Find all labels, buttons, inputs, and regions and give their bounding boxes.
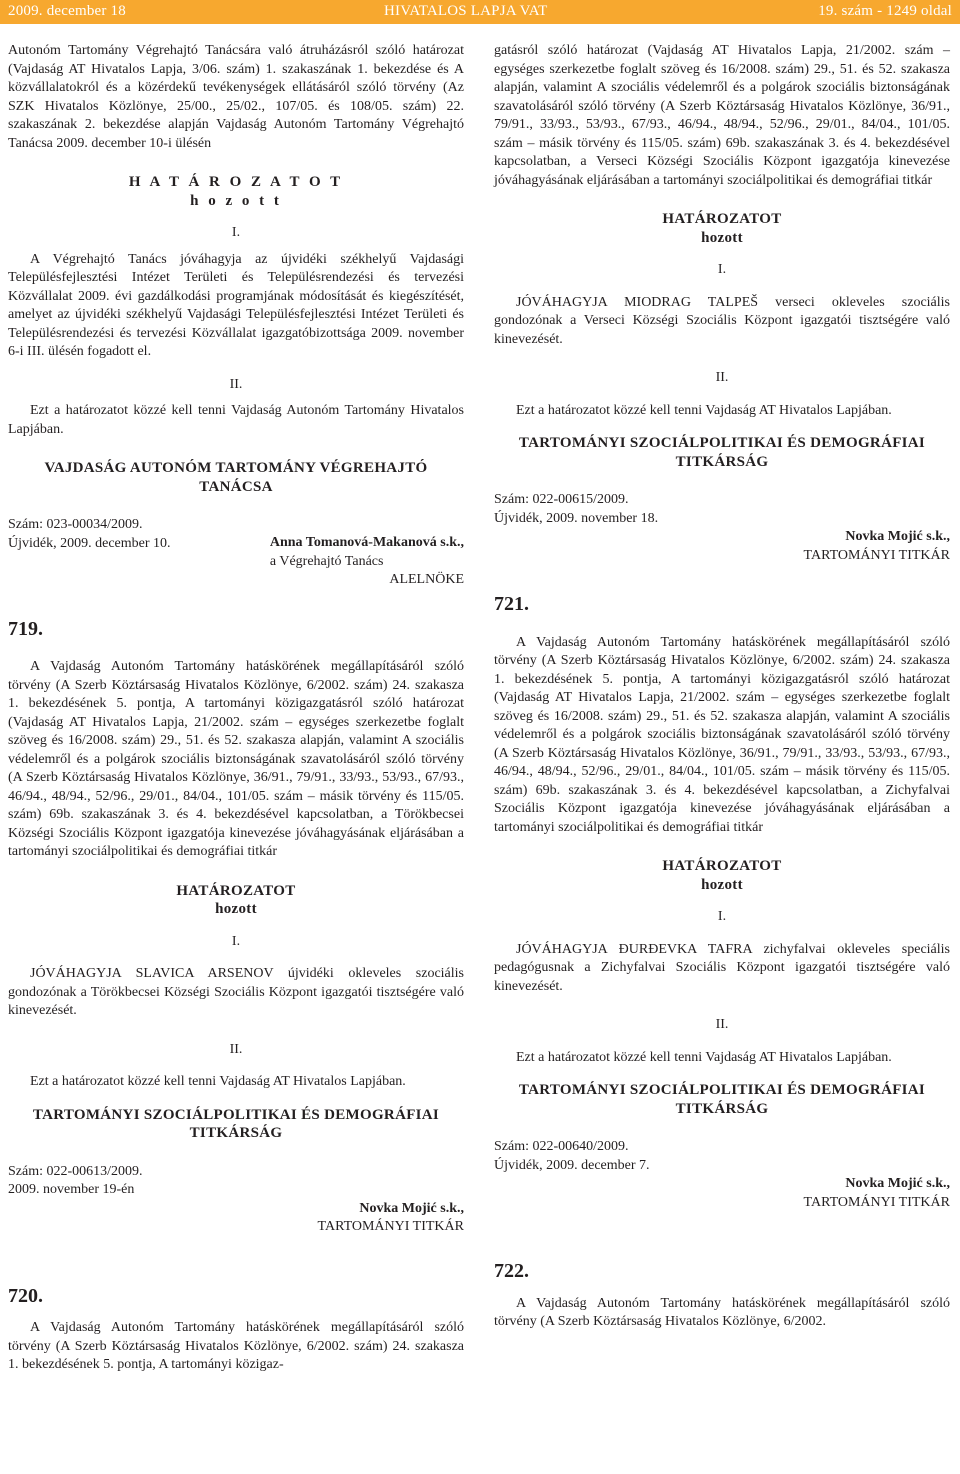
intro-paragraph: gatásról szóló határozat (Vajdaság AT Hivatalos Lapja, 21/2002. szám – egységes szerkezetbe foglalt szöveg és 16/2008. szám) 29., 51. és 52. szakasza alapján, valamint A szociális védelemről és a polgárok szociális biztonságának szavatolásáról szóló törvény (A Szerb Köztársaság Hivatalos Közlönye, 36/91., 79/91., 33/93., 53/93., 67/93., 46/94., 48/94., 52/96., 29/01., 84/04., 101/05. szám – másik törvény és 115/05. szám) 69b. szakaszának 3. és 4. bekezdésével kapcsolatban, a Verseci Községi Szociális Központ igazgatója kinevezése jóváhagyásának eljárásában a tartományi szociálpolitikai és demográfiai titkár (494, 43, 950, 188)
section-roman: II. (229, 376, 243, 392)
document-number: Szám: 022-00640/2009. (494, 1139, 629, 1154)
document-date: Újvidék, 2009. november 18. (494, 510, 659, 526)
document-date: 2009. november 19-én (8, 1182, 135, 1197)
signer-name: Novka Mojić s.k., (359, 1200, 464, 1216)
signer-title: TARTOMÁNYI TITKÁR (803, 1194, 950, 1210)
issuer-name: TARTOMÁNYI SZOCIÁLPOLITIKAI ÉS DEMOGRÁFIAI TITKÁRSÁG (32, 1106, 440, 1141)
header-date: 2009. december 18 (8, 3, 126, 19)
signer-title: ALELNÖKE (389, 572, 464, 587)
item-number-719: 719. (8, 617, 43, 640)
publish-text: Ezt a határozatot közzé kell tenni Vajdaság AT Hivatalos Lapjában. (516, 402, 892, 418)
right-column (494, 42, 950, 1332)
publish-text: Ezt a határozatot közzé kell tenni Vajdaság Autonóm Tartomány Hivatalos Lapjában. (8, 403, 464, 437)
signer-name: Anna Tomanová-Makanová s.k., (269, 535, 464, 550)
decision-text: A Végrehajtó Tanács jóváhagyja az újvidéki székhelyű Vajdasági Településfejlesztési Intézet Területi és Településrendezési és tervezési Közvállalat 2009. évi gazdálkodási programjának módosítását és kiegészítését, amelyet az újvidéki székhelyű Vajdasági Településfejlesztési Intézet Területi és Településrendezési és tervezési Közvállalat igazgatóbizottsága 2009. november 6-i III. ülésén fogadott el. (8, 251, 464, 359)
decision-heading: HATÁROZATOT (662, 211, 782, 227)
section-roman: II. (715, 1017, 729, 1032)
decision-subheading: hozott (701, 229, 743, 246)
signer-name: Novka Mojić s.k., (845, 1176, 950, 1191)
issuer-name: TARTOMÁNYI SZOCIÁLPOLITIKAI ÉS DEMOGRÁFIAI TITKÁRSÁG (518, 435, 926, 470)
decision-subheading: hozott (701, 876, 743, 893)
decision-heading: HATÁROZATOT (662, 858, 782, 874)
intro-paragraph: Autonóm Tartomány Végrehajtó Tanácsára való átruházásról szóló határozat (Vajdaság AT Hivatalos Lapja, 3/06. szám) 1. szakaszának 1. bekezdése és A közvállalatokról és a közérdekű tevékenységek ellátásáról szóló törvény (Az SZK Hivatalos Közlönye, 25/00., 25/02., 107/05. és 108/05. szám) 22. szakaszának 2. bekezdése alapján Vajdaság Autonóm Tartomány Végrehajtó Tanácsa 2009. december 10-i ülésén (8, 43, 464, 151)
decision-text: JÓVÁHAGYJA MIODRAG TALPEŠ verseci okleveles szociális gondozónak a Verseci Községi Szociális Központ igazgatói tisztségére való kinevezését. (494, 294, 950, 347)
header-journal: HIVATALOS LAPJA VAT (384, 3, 548, 19)
section-roman: I. (231, 933, 241, 949)
decision-heading: H A T Á R O Z A T O T (128, 174, 344, 190)
document-date: Újvidék, 2009. december 10. (8, 535, 171, 551)
decision-text: JÓVÁHAGYJA SLAVICA ARSENOV újvidéki okleveles szociális gondozónak a Törökbecsei Községi Szociális Központ igazgatói tisztségére való kinevezését. (8, 966, 464, 1018)
section-roman: I. (717, 909, 727, 924)
decision-subheading: hozott (215, 901, 257, 917)
signer-role: a Végrehajtó Tanács (269, 553, 384, 569)
issuer-name: VAJDASÁG AUTONÓM TARTOMÁNY VÉGREHAJTÓ TANÁCSA (44, 460, 428, 495)
item-number-720: 720. (8, 1284, 43, 1307)
section-roman: I. (717, 262, 727, 277)
document-number: Szám: 022-00615/2009. (494, 492, 629, 507)
left-column (8, 42, 464, 1375)
publish-text: Ezt a határozatot közzé kell tenni Vajdaság AT Hivatalos Lapjában. (30, 1074, 406, 1089)
signer-name: Novka Mojić s.k., (845, 529, 950, 544)
signer-title: TARTOMÁNYI TITKÁR (803, 547, 950, 563)
header-page-number: 19. szám - 1249 oldal (818, 3, 952, 19)
item-719-preamble: A Vajdaság Autonóm Tartomány hatáskörének megállapításáról szóló törvény (A Szerb Köztársaság Hivatalos Közlönye, 6/2002. szám) 24. szakasza 1. bekezdésének 5. pontja, A tartományi közigazgatásról szóló határozat (Vajdaság AT Hivatalos Lapja, 21/2002. szám – egységes szerkezetbe foglalt szöveg és 16/2008. szám) 29., 51. és 52. szakasza alapján, valamint A szociális védelemről és a polgárok szociális biztonságának szavatolásáról szóló törvény (A Szerb Köztársaság Hivatalos Közlönye, 36/91., 79/91., 33/93., 53/93., 67/93., 46/94., 48/94., 52/96., 29/01., 84/04., 101/05. szám – másik törvény és 115/05. szám) 69b. szakaszának 3. és 4. bekezdésével kapcsolatban, a Törökbecsei Községi Szociális Központ igazgatója kinevezése jóváhagyásának eljárásában a tartományi szociálpolitikai és demográfiai titkár (8, 659, 464, 859)
section-roman: II. (715, 370, 729, 385)
decision-heading: HATÁROZATOT (176, 882, 296, 899)
section-roman: I. (231, 225, 241, 240)
signature-block (8, 516, 464, 590)
page-header (0, 0, 960, 24)
item-number-721: 721. (494, 593, 529, 615)
signer-title: TARTOMÁNYI TITKÁR (317, 1219, 464, 1234)
item-720-preamble: A Vajdaság Autonóm Tartomány hatáskörének megállapításáról szóló törvény (A Szerb Köztársaság Hivatalos Közlönye, 6/2002. szám) 24. szakasza 1. bekezdésének 5. pontja, A tartományi közigaz- (8, 1320, 464, 1372)
document-date: Újvidék, 2009. december 7. (494, 1157, 650, 1173)
item-721-preamble: A Vajdaság Autonóm Tartomány hatáskörének megállapításáról szóló törvény (A Szerb Köztársaság Hivatalos Közlönye, 6/2002. szám) 24. szakasza 1. bekezdésének 5. pontja, A tartományi közigazgatásról szóló határozat (Vajdaság AT Hivatalos Lapja, 21/2002. szám – egységes szerkezetbe foglalt szöveg és 16/2008. szám) 29., 51. és 52. szakasza alapján, valamint A szociális védelemről és a polgárok szociális biztonságának szavatolásáról szóló törvény (A Szerb Köztársaság Hivatalos Közlönye, 36/91., 79/91., 33/93., 53/93., 67/93., 46/94., 48/94., 52/96., 29/01., 84/04., 101/05. szám – másik törvény és 115/05. szám) 69b. szakaszának 3. és 4. bekezdésével kapcsolatban, a Zichyfalvai Szociális Központ igazgatója kinevezése jóváhagyásának eljárásában a tartományi szociálpolitikai és demográfiai titkár (494, 634, 950, 835)
item-722-preamble: A Vajdaság Autonóm Tartomány hatáskörének megállapításáról szóló törvény (A Szerb Köztársaság Hivatalos Közlönye, 6/2002. (494, 1295, 950, 1329)
decision-subheading: h o z o t t (190, 192, 282, 209)
document-number: Szám: 022-00613/2009. (8, 1163, 143, 1179)
publish-text: Ezt a határozatot közzé kell tenni Vajdaság AT Hivatalos Lapjában. (516, 1049, 892, 1065)
issuer-name: TARTOMÁNYI SZOCIÁLPOLITIKAI ÉS DEMOGRÁFIAI TITKÁRSÁG (518, 1082, 926, 1117)
item-number-722: 722. (494, 1260, 529, 1282)
section-roman: II. (229, 1041, 243, 1057)
decision-text: JÓVÁHAGYJA ĐURĐEVKA TAFRA zichyfalvai okleveles speciális pedagógusnak a Zichyfalvai Szociális Központ igazgatói tisztségére való kinevezését. (494, 941, 950, 994)
document-number: Szám: 023-00034/2009. (8, 517, 143, 532)
